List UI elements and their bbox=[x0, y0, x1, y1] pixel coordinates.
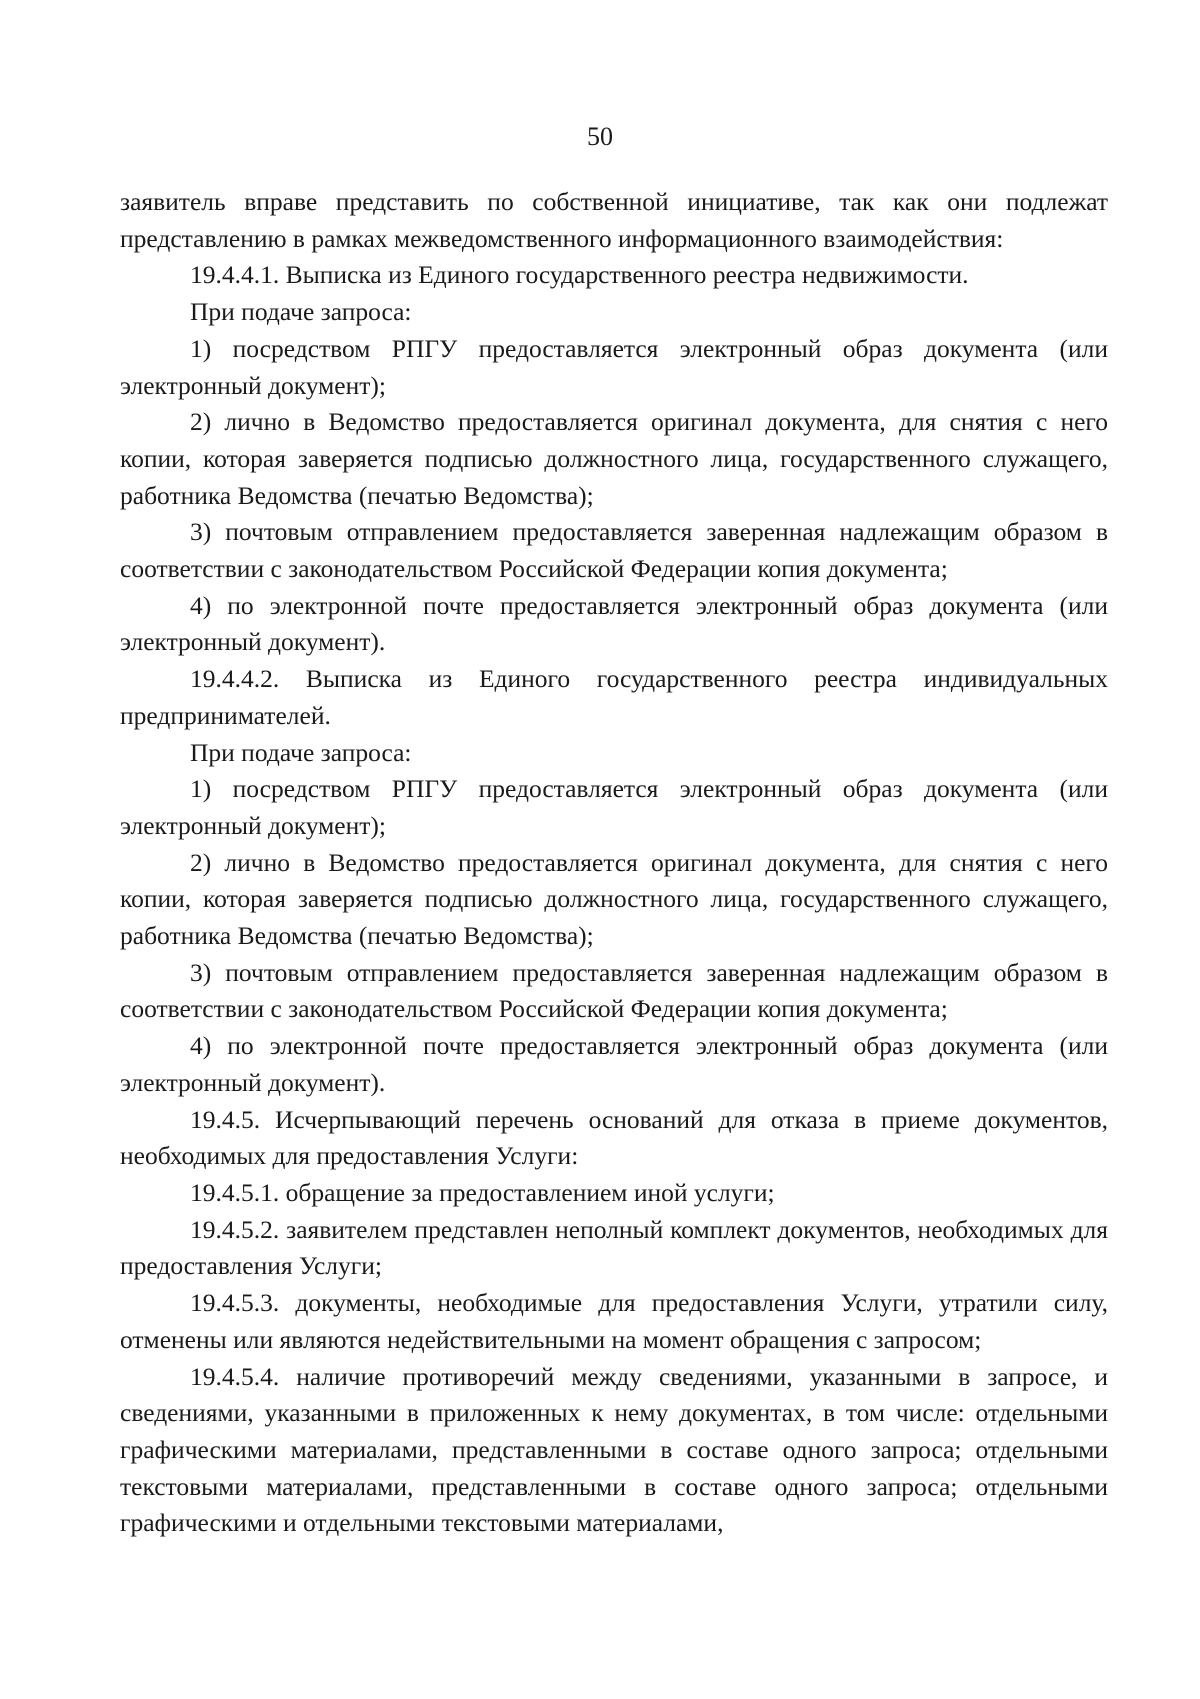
list-item-email: 4) по электронной почте предоставляется электронный образ документа (или электронный документ). bbox=[120, 1031, 1108, 1097]
paragraph-intro-continuation: заявитель вправе представить по собственной инициативе, так как они подлежат представлению в рамках межведомственного информационного взаимодействия: bbox=[120, 187, 1108, 253]
paragraph-submission-label: При подаче запроса: bbox=[190, 737, 412, 767]
list-item-in-person: 2) лично в Ведомство предоставляется оригинал документа, для снятия с него копии, которая заверяется подписью должностного лица, государственного служащего, работника Ведомства (печатью Ведомства); bbox=[120, 847, 1108, 951]
list-item-rpgu: 1) посредством РПГУ предоставляется электронный образ документа (или электронный документ); bbox=[120, 774, 1108, 840]
paragraph-19-4-5-3: 19.4.5.3. документы, необходимые для предоставления Услуги, утратили силу, отменены или являются недействительными на момент обращения с запросом; bbox=[120, 1288, 1108, 1354]
paragraph-19-4-5-heading: 19.4.5. Исчерпывающий перечень оснований для отказа в приеме документов, необходимых для предоставления Услуги: bbox=[120, 1104, 1108, 1171]
list-item-rpgu: 1) посредством РПГУ предоставляется электронный образ документа (или электронный документ); bbox=[120, 333, 1108, 400]
page-number: 50 bbox=[587, 122, 613, 151]
paragraph-19-4-5-2: 19.4.5.2. заявителем представлен неполный комплект документов, необходимых для предоставления Услуги; bbox=[120, 1214, 1108, 1281]
list-item-postal: 3) почтовым отправлением предоставляется заверенная надлежащим образом в соответствии с законодательством Российской Федерации копия документа; bbox=[120, 517, 1108, 584]
paragraph-submission-label: При подаче запроса: bbox=[190, 297, 412, 327]
paragraph-19-4-4-2-heading: 19.4.4.2. Выписка из Единого государственного реестра индивидуальных предпринимателей. bbox=[120, 664, 1108, 730]
paragraph-19-4-4-1-heading: 19.4.4.1. Выписка из Единого государственного реестра недвижимости. bbox=[190, 260, 969, 290]
paragraph-19-4-5-1: 19.4.5.1. обращение за предоставлением иной услуги; bbox=[190, 1177, 775, 1207]
list-item-email: 4) по электронной почте предоставляется электронный образ документа (или электронный документ). bbox=[120, 590, 1108, 657]
paragraph-19-4-5-4: 19.4.5.4. наличие противоречий между сведениями, указанными в запросе, и сведениями, указанными в приложенных к нему документах, в том числе: отдельными графическими материалами, представленными в составе одного запроса; отдельными текстовыми материалами, представленными в составе одного запроса; отдельными графическими и отдельными текстовыми материалами, bbox=[120, 1361, 1108, 1538]
document-body bbox=[120, 184, 1108, 1542]
list-item-postal: 3) почтовым отправлением предоставляется заверенная надлежащим образом в соответствии с законодательством Российской Федерации копия документа; bbox=[120, 957, 1108, 1024]
list-item-in-person: 2) лично в Ведомство предоставляется оригинал документа, для снятия с него копии, которая заверяется подписью должностного лица, государственного служащего, работника Ведомства (печатью Ведомства); bbox=[120, 407, 1108, 510]
